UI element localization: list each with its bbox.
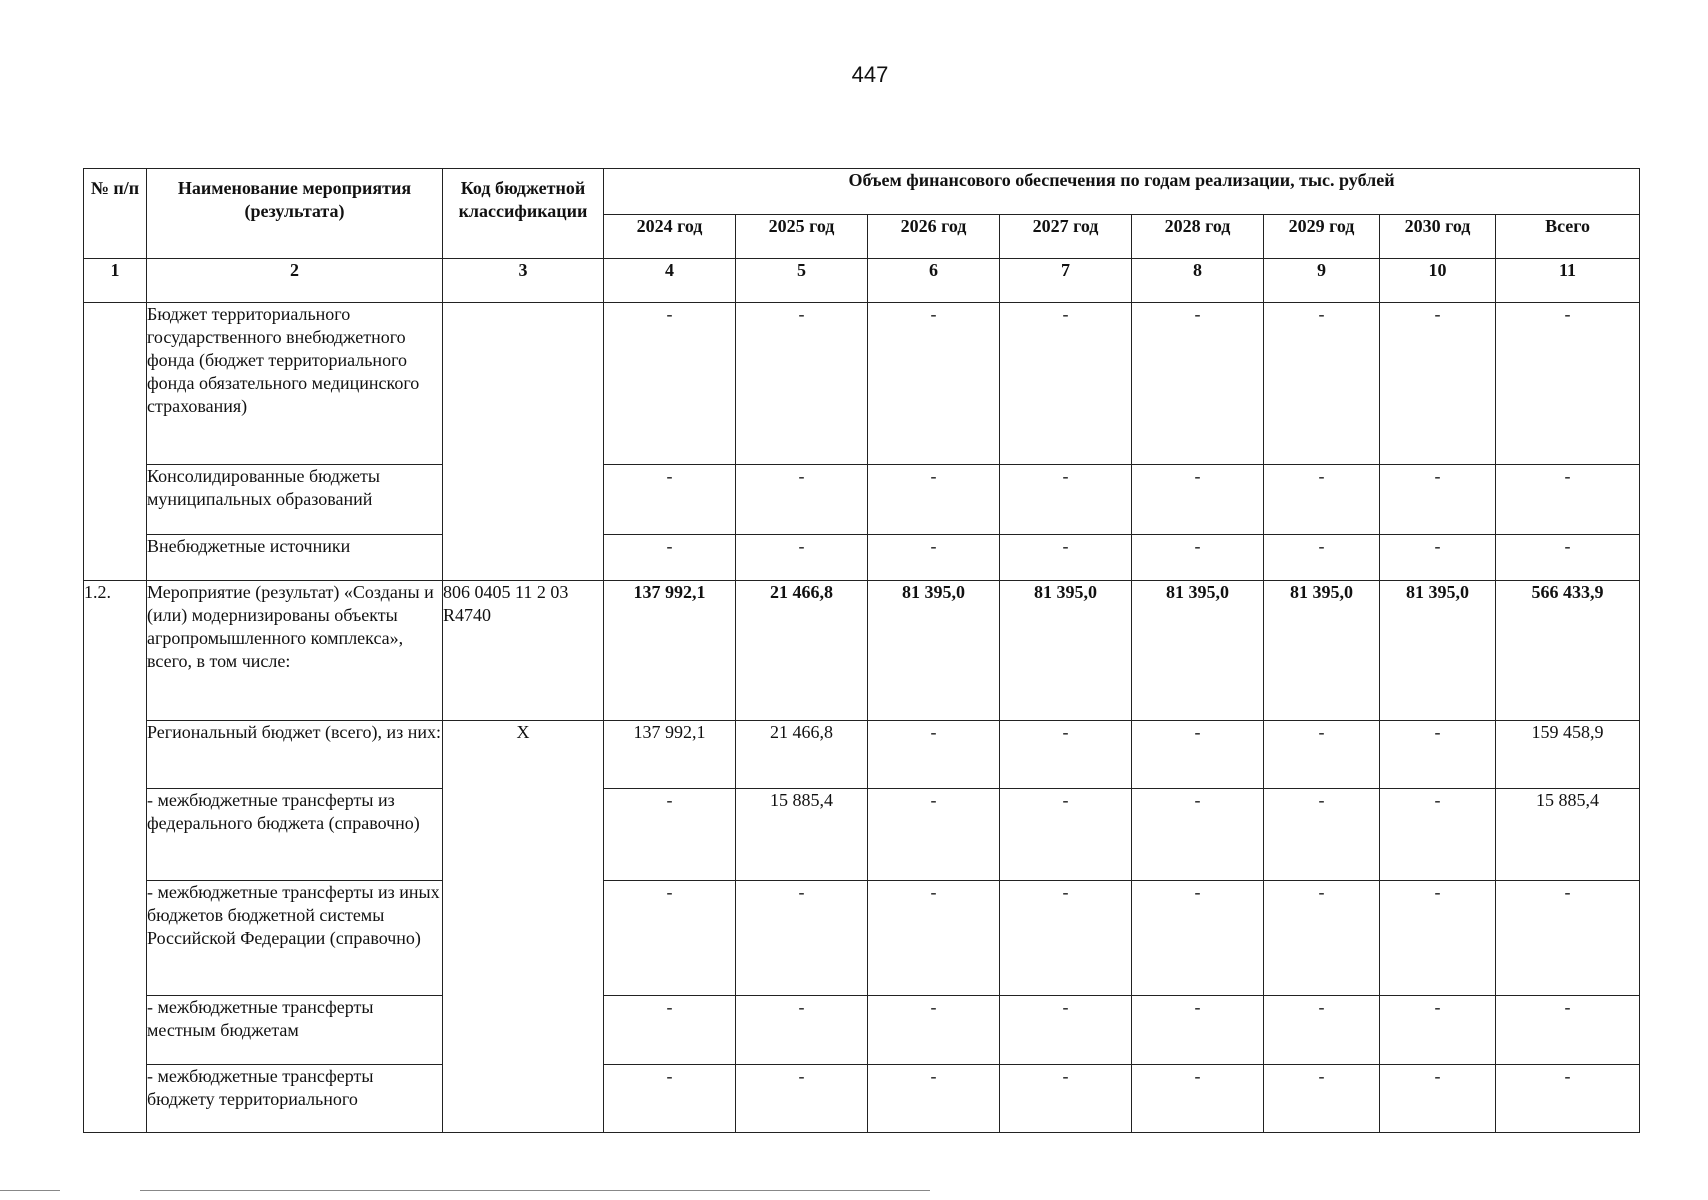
cell-value: 137 992,1	[604, 581, 736, 721]
table-row	[84, 996, 1640, 1065]
column-number: 5	[736, 259, 868, 303]
cell-value: -	[868, 996, 1000, 1065]
cell-value: 21 466,8	[736, 581, 868, 721]
cell-value: -	[1000, 996, 1132, 1065]
cell-value: -	[604, 1065, 736, 1133]
cell-value: -	[1380, 881, 1496, 996]
header-year: 2029 год	[1264, 215, 1380, 259]
cell-value: -	[1264, 996, 1380, 1065]
cell-value: -	[1132, 881, 1264, 996]
cell-value: -	[604, 996, 736, 1065]
cell-value: -	[1000, 465, 1132, 535]
cell-value: -	[1380, 1065, 1496, 1133]
row-name: - межбюджетные трансферты бюджету территориального	[147, 1065, 443, 1133]
cell-value: -	[868, 303, 1000, 465]
row-name: Бюджет территориального государственного внебюджетного фонда (бюджет территориального фонда обязательного медицинского страхования)	[147, 303, 443, 465]
column-number: 10	[1380, 259, 1496, 303]
cell-value: 159 458,9	[1496, 721, 1640, 789]
table-row	[84, 1065, 1640, 1133]
cell-value: -	[1380, 465, 1496, 535]
cell-value: -	[1000, 1065, 1132, 1133]
cell-value: -	[1380, 535, 1496, 581]
cell-value: -	[1000, 535, 1132, 581]
table-row	[84, 881, 1640, 996]
column-number: 7	[1000, 259, 1132, 303]
row-name: Консолидированные бюджеты муниципальных образований	[147, 465, 443, 535]
header-year: 2025 год	[736, 215, 868, 259]
cell-value: -	[1380, 789, 1496, 881]
cell-value: -	[1132, 465, 1264, 535]
cell-value: -	[868, 1065, 1000, 1133]
cell-value: 81 395,0	[1132, 581, 1264, 721]
header-num: № п/п	[84, 169, 147, 259]
row-index	[84, 303, 147, 581]
cell-value: -	[868, 465, 1000, 535]
row-name: Региональный бюджет (всего), из них:	[147, 721, 443, 789]
cell-value: -	[736, 465, 868, 535]
cell-value: -	[1380, 721, 1496, 789]
cell-value: -	[1132, 303, 1264, 465]
column-number: 9	[1264, 259, 1380, 303]
header-year: 2027 год	[1000, 215, 1132, 259]
row-name: - межбюджетные трансферты из федерального бюджета (справочно)	[147, 789, 443, 881]
row-name: - межбюджетные трансферты местным бюджетам	[147, 996, 443, 1065]
table-row	[84, 535, 1640, 581]
cell-value: 81 395,0	[1000, 581, 1132, 721]
cell-value: 15 885,4	[1496, 789, 1640, 881]
cell-value: -	[1496, 881, 1640, 996]
column-number: 2	[147, 259, 443, 303]
cell-value: -	[736, 881, 868, 996]
cell-value: -	[1264, 465, 1380, 535]
table-row	[84, 721, 1640, 789]
cell-value: -	[604, 465, 736, 535]
cell-value: -	[868, 535, 1000, 581]
cell-value: -	[1000, 789, 1132, 881]
cell-value: 21 466,8	[736, 721, 868, 789]
row-code: X	[443, 721, 604, 1133]
cell-value: -	[1132, 721, 1264, 789]
header-year: 2026 год	[868, 215, 1000, 259]
cell-value: -	[1496, 1065, 1640, 1133]
cell-value: -	[1380, 303, 1496, 465]
footer-rule	[140, 1190, 930, 1191]
table-row	[84, 465, 1640, 535]
cell-value: -	[1132, 996, 1264, 1065]
cell-value: -	[1264, 303, 1380, 465]
cell-value: -	[736, 1065, 868, 1133]
cell-value: -	[1264, 1065, 1380, 1133]
row-code: 806 0405 11 2 03 R4740	[443, 581, 604, 721]
cell-value: -	[736, 996, 868, 1065]
financing-table	[83, 168, 1640, 1133]
cell-value: -	[1000, 881, 1132, 996]
column-number: 8	[1132, 259, 1264, 303]
row-name: Внебюджетные источники	[147, 535, 443, 581]
cell-value: -	[1132, 535, 1264, 581]
cell-value: -	[1496, 996, 1640, 1065]
cell-value: -	[1000, 721, 1132, 789]
column-number: 4	[604, 259, 736, 303]
cell-value: -	[868, 721, 1000, 789]
cell-value: -	[868, 881, 1000, 996]
cell-value: -	[1132, 1065, 1264, 1133]
cell-value: 15 885,4	[736, 789, 868, 881]
table-row	[84, 789, 1640, 881]
row-name: - межбюджетные трансферты из иных бюджетов бюджетной системы Российской Федерации (справочно)	[147, 881, 443, 996]
row-code	[443, 303, 604, 581]
header-volume: Объем финансового обеспечения по годам реализации, тыс. рублей	[604, 169, 1640, 215]
cell-value: -	[1132, 789, 1264, 881]
cell-value: -	[604, 881, 736, 996]
cell-value: -	[1496, 465, 1640, 535]
cell-value: 81 395,0	[1380, 581, 1496, 721]
header-year: 2024 год	[604, 215, 736, 259]
column-number: 11	[1496, 259, 1640, 303]
header-total: Всего	[1496, 215, 1640, 259]
cell-value: -	[604, 789, 736, 881]
table-row	[84, 581, 1640, 721]
cell-value: 81 395,0	[1264, 581, 1380, 721]
cell-value: 566 433,9	[1496, 581, 1640, 721]
cell-value: -	[1496, 535, 1640, 581]
cell-value: -	[1264, 881, 1380, 996]
column-number-row	[84, 259, 1640, 303]
header-code: Код бюджетной классификации	[443, 169, 604, 259]
header-name: Наименование мероприятия (результата)	[147, 169, 443, 259]
cell-value: -	[604, 535, 736, 581]
cell-value: -	[1264, 789, 1380, 881]
column-number: 1	[84, 259, 147, 303]
cell-value: -	[736, 535, 868, 581]
cell-value: 81 395,0	[868, 581, 1000, 721]
cell-value: -	[604, 303, 736, 465]
column-number: 6	[868, 259, 1000, 303]
row-index: 1.2.	[84, 581, 147, 1133]
cell-value: -	[736, 303, 868, 465]
cell-value: -	[1000, 303, 1132, 465]
row-name: Мероприятие (результат) «Созданы и (или) модернизированы объекты агропромышленного комплекса», всего, в том числе:	[147, 581, 443, 721]
column-number: 3	[443, 259, 604, 303]
cell-value: -	[868, 789, 1000, 881]
cell-value: -	[1496, 303, 1640, 465]
cell-value: 137 992,1	[604, 721, 736, 789]
cell-value: -	[1264, 535, 1380, 581]
header-year: 2028 год	[1132, 215, 1264, 259]
cell-value: -	[1380, 996, 1496, 1065]
page-number: 447	[851, 62, 889, 87]
table-row	[84, 303, 1640, 465]
header-year: 2030 год	[1380, 215, 1496, 259]
cell-value: -	[1264, 721, 1380, 789]
footer-rule-left	[0, 1190, 60, 1191]
